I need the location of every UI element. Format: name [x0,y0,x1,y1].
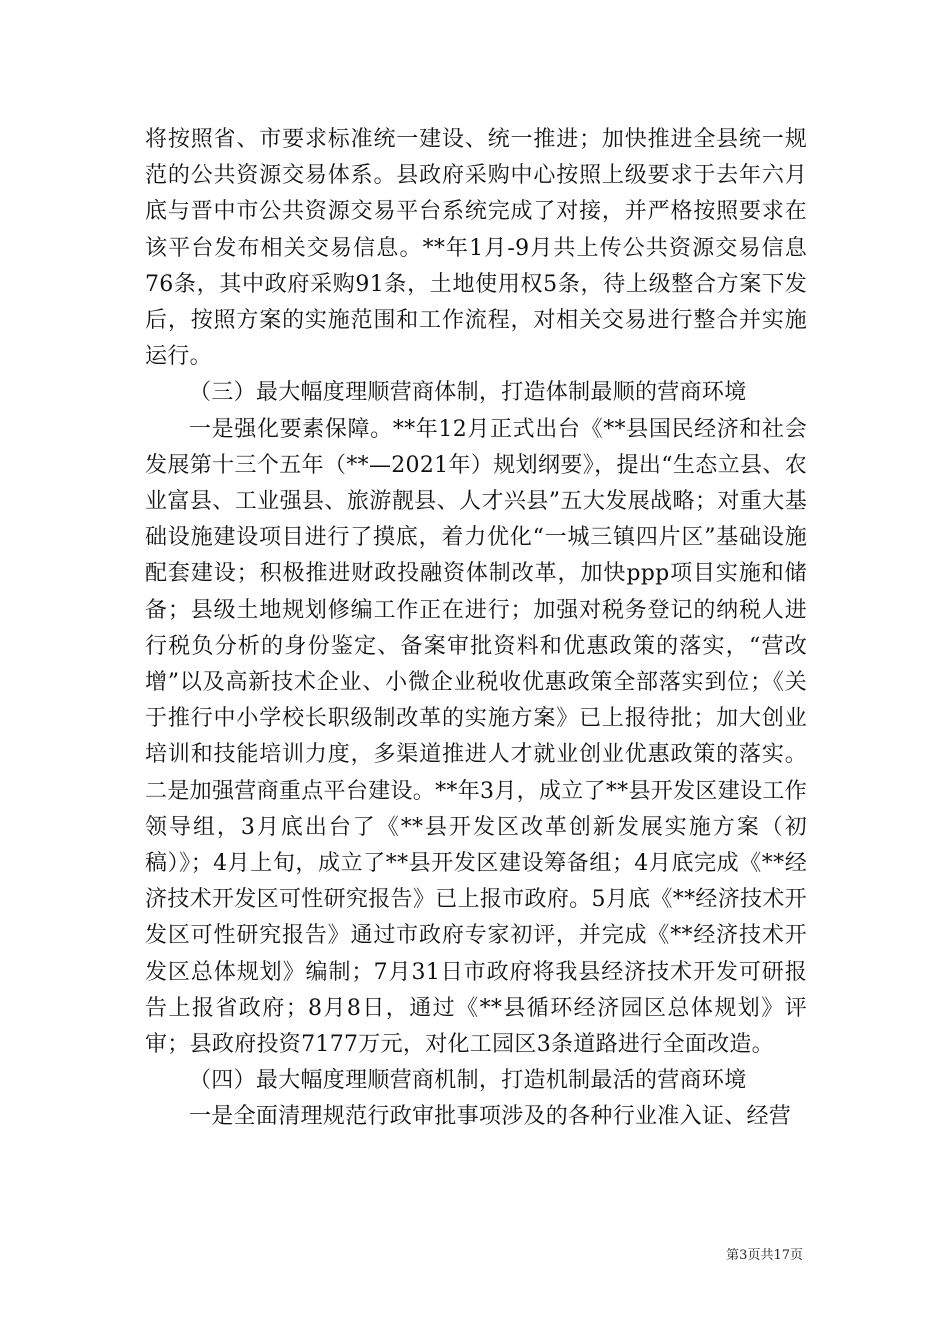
paragraph-section-4: 一是全面清理规范行政审批事项涉及的各种行业准入证、经营 [189,1104,792,1130]
body-text [145,122,807,1136]
section-heading-3: （三）最大幅度理顺营商体制，打造体制最顺的营商环境 [189,380,747,406]
paragraph-continued: 将按照省、市要求标准统一建设、统一推进；加快推进全县统一规范的公共资源交易体系。县政府采购中心按照上级要求于去年六月底与晋中市公共资源交易平台系统完成了对接，并严格按照要求在该平台发布相关交易信息。**年1月-9月共上传公共资源交易信息76条，其中政府采购91条，土地使用权5条，待上级整合方案下发后，按照方案的实施范围和工作流程，对相关交易进行整合并实施运行。 [145,127,807,370]
paragraph-section-3: 一是强化要素保障。**年12月正式出台《**县国民经济和社会发展第十三个五年（**—2021年）规划纲要》，提出“生态立县、农业富县、工业强县、旅游靓县、人才兴县”五大发展战略；对重大基础设施建设项目进行了摸底，着力优化“一城三镇四片区”基础设施配套建设；积极推进财政投融资体制改革，加快ppp项目实施和储备；县级土地规划修编工作正在进行；加强对税务登记的纳税人进行税负分析的身份鉴定、备案审批资料和优惠政策的落实，“营改增”以及高新技术企业、小微企业税收优惠政策全部落实到位；《关于推行中小学校长职级制改革的实施方案》已上报待批；加大创业培训和技能培训力度，多渠道推进人才就业创业优惠政策的落实。二是加强营商重点平台建设。**年3月，成立了**县开发区建设工作领导组，3月底出台了《**县开发区改革创新发展实施方案（初稿）》；4月上旬，成立了**县开发区建设筹备组；4月底完成《**经济技术开发区可性研究报告》已上报市政府。5月底《**经济技术开发区可性研究报告》通过市政府专家初评，并完成《**经济技术开发区总体规划》编制；7月31日市政府将我县经济技术开发可研报告上报省政府；8月8日，通过《**县循环经济园区总体规划》评审；县政府投资7177万元，对化工园区3条道路进行全面改造。 [145,416,807,1058]
section-heading-4: （四）最大幅度理顺营商机制，打造机制最活的营商环境 [189,1068,747,1094]
page-number: 第3页共17页 [726,1248,803,1263]
